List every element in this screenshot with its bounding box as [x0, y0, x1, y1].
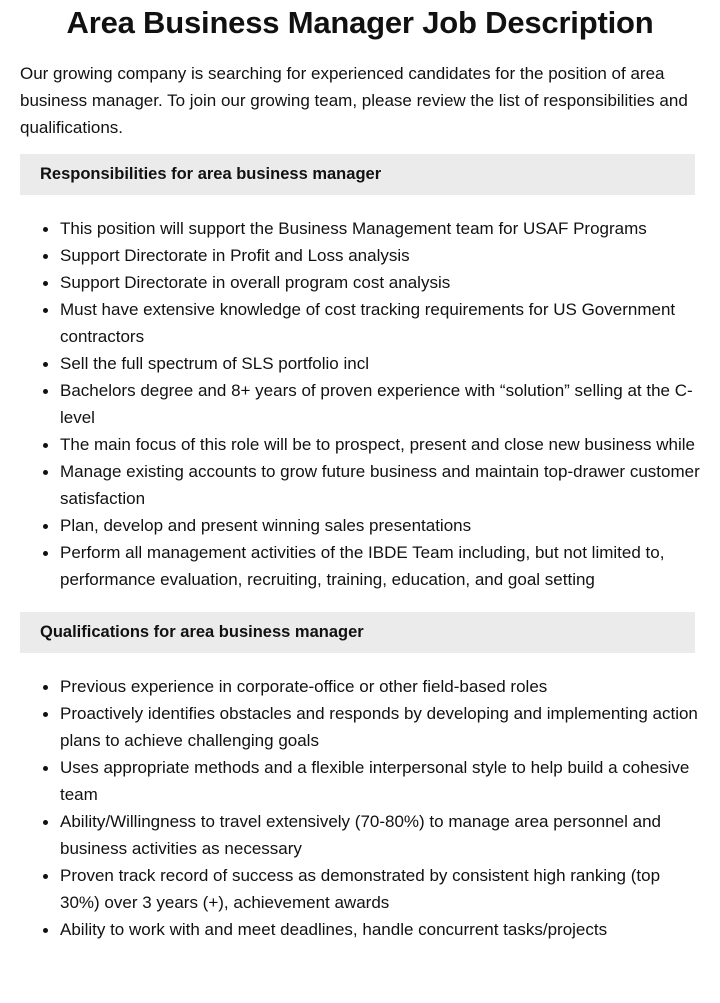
qualifications-heading: Qualifications for area business manager — [20, 612, 695, 653]
list-item: Must have extensive knowledge of cost tracking requirements for US Government contractors — [60, 296, 700, 350]
list-item: Proactively identifies obstacles and responds by developing and implementing action plans to achieve challenging goals — [60, 700, 700, 754]
list-item: Bachelors degree and 8+ years of proven experience with “solution” selling at the C-level — [60, 377, 700, 431]
responsibilities-list — [0, 215, 700, 593]
list-item: Sell the full spectrum of SLS portfolio incl — [60, 350, 700, 377]
list-item: Ability to work with and meet deadlines, handle concurrent tasks/projects — [60, 916, 700, 943]
list-item: Uses appropriate methods and a flexible interpersonal style to help build a cohesive team — [60, 754, 700, 808]
list-item: Plan, develop and present winning sales presentations — [60, 512, 700, 539]
list-item: This position will support the Business Management team for USAF Programs — [60, 215, 700, 242]
list-item: Previous experience in corporate-office or other field-based roles — [60, 673, 700, 700]
list-item: The main focus of this role will be to prospect, present and close new business while — [60, 431, 700, 458]
list-item: Support Directorate in Profit and Loss analysis — [60, 242, 700, 269]
list-item: Manage existing accounts to grow future business and maintain top-drawer customer satisfaction — [60, 458, 700, 512]
list-item: Proven track record of success as demonstrated by consistent high ranking (top 30%) over 3 years (+), achievement awards — [60, 862, 700, 916]
page-title: Area Business Manager Job Description — [66, 5, 654, 40]
list-item: Ability/Willingness to travel extensively (70-80%) to manage area personnel and business activities as necessary — [60, 808, 700, 862]
responsibilities-heading: Responsibilities for area business manager — [20, 154, 695, 195]
qualifications-list — [0, 673, 700, 943]
intro-paragraph: Our growing company is searching for experienced candidates for the position of area business manager. To join our growing team, please review the list of responsibilities and qualifications. — [20, 64, 688, 137]
list-item: Perform all management activities of the IBDE Team including, but not limited to, performance evaluation, recruiting, training, education, and goal setting — [60, 539, 700, 593]
list-item: Support Directorate in overall program cost analysis — [60, 269, 700, 296]
